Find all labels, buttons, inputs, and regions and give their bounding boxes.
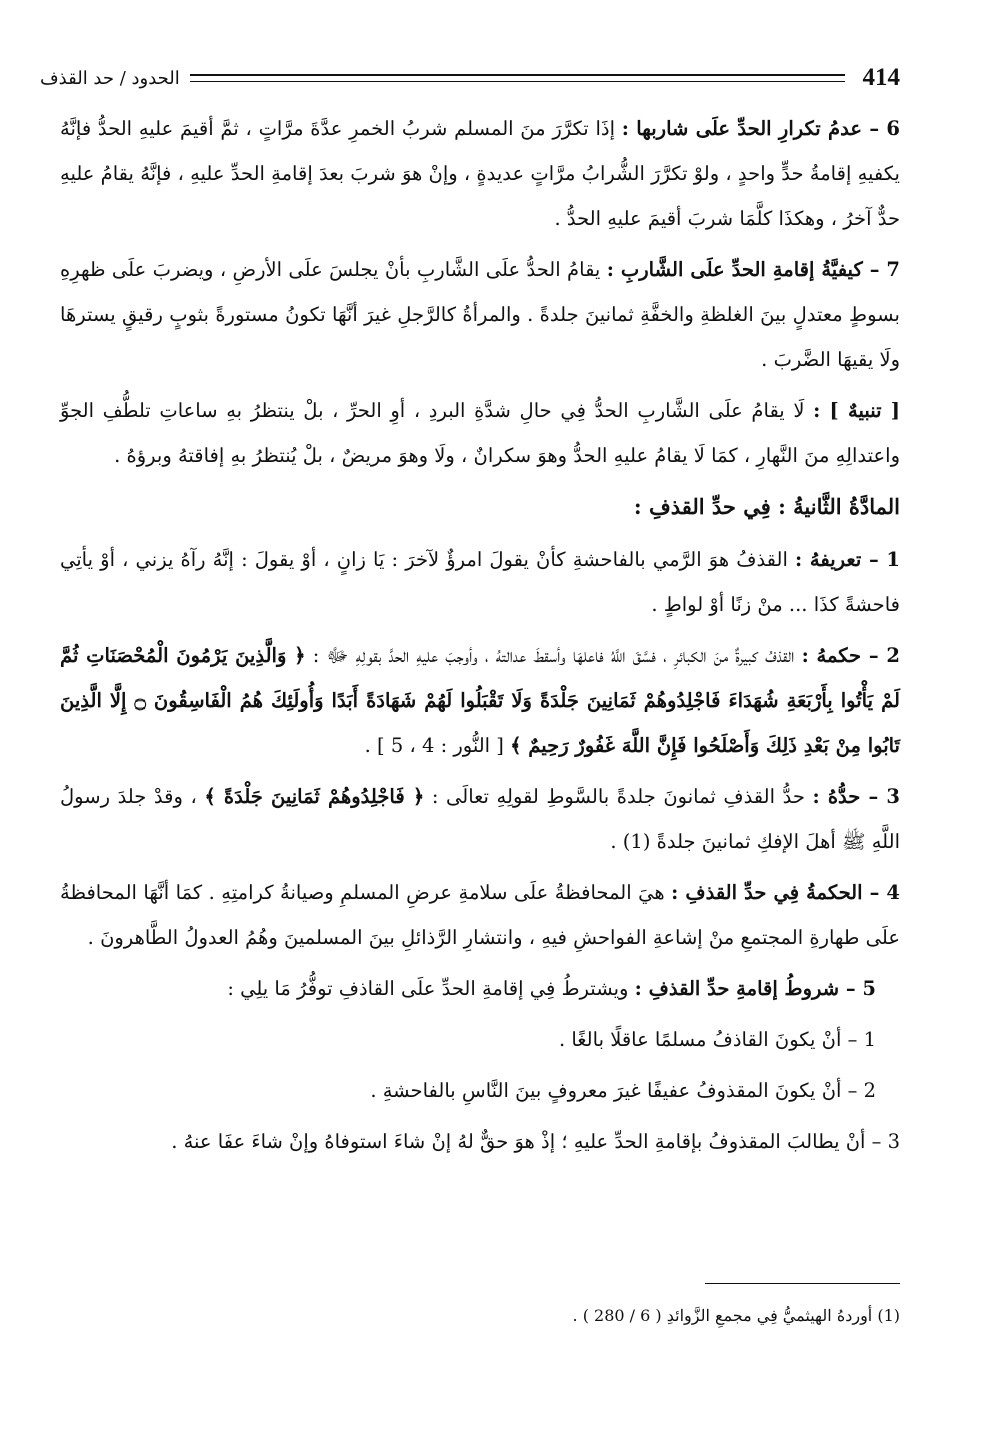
page-header xyxy=(40,58,900,98)
header-rule xyxy=(190,74,845,82)
paragraph-text: ويشترطُ فِي إقامةِ الحدِّ علَى القاذفِ توفُّرُ مَا يلِي : xyxy=(227,977,635,1000)
page-body xyxy=(60,106,900,1170)
paragraph-note xyxy=(60,388,900,478)
page-number: 414 xyxy=(862,64,900,91)
condition-text: 2 – أنْ يكونَ المقذوفُ عفيفًا غيرَ معروفٍ بينَ النَّاسِ بالفاحشةِ . xyxy=(370,1079,876,1102)
condition-item-1 xyxy=(60,1017,900,1062)
condition-text: 3 – أنْ يطالبَ المقذوفُ بإقامةِ الحدِّ عليهِ ؛ إذْ هوَ حقٌّ لهُ إنْ شاءَ استوفاهُ وإنْ شاءَ عفَا عنهُ . xyxy=(171,1130,900,1153)
paragraph-text: القذفُ كبيرةٌ منَ الكبائرِ ، فسَّقَ اللَّهُ فاعلهَا وأسقطَ عدالتهُ ، وأوجبَ عليهِ الحدَّ بقولِهِ ﷻ : xyxy=(305,644,802,667)
paragraph-7 xyxy=(60,247,900,382)
paragraph-text: يقامُ الحدُّ علَى الشَّاربِ بأنْ يجلسَ علَى الأرضِ ، ويضربَ علَى ظهرِهِ بسوطٍ معتدلٍ بينَ الغلظةِ والخفَّةِ ثمانينَ جلدةً . والمرأةُ كالرَّجلِ غيرَ أنَّهَا تكونُ مستورةً بثوبٍ رقيقٍ يسترهَا ولَا يقيهَا الضَّربَ . xyxy=(60,258,900,371)
section-heading: المادَّةُ الثَّانيةُ : فِي حدِّ القذفِ : xyxy=(633,494,900,519)
paragraph-text-after: ، وقدْ جلدَ رسولُ اللَّهِ ﷺ أهلَ الإفكِ ثمانينَ جلدةً (1) . xyxy=(60,785,900,853)
quran-verse: ﴿ فَاجْلِدُوهُمْ ثَمَانِينَ جَلْدَةً ﴾ xyxy=(204,785,425,808)
condition-text: 1 – أنْ يكونَ القاذفُ مسلمًا عاقلًا بالغًا . xyxy=(558,1028,876,1051)
paragraph-label: [ تنبيهٌ ] : xyxy=(813,399,900,422)
section-paragraph-4 xyxy=(60,870,900,960)
paragraph-text: حدُّ القذفِ ثمانونَ جلدةً بالسَّوطِ لقولِهِ تعالَى : xyxy=(424,785,813,808)
paragraph-text: إذَا تكرَّرَ منَ المسلم شربُ الخمرِ عدَّةَ مرَّاتٍ ، ثمَّ أقيمَ عليهِ الحدُّ فإنَّهُ يكفيهِ إقامةُ حدٍّ واحدٍ ، ولوْ تكرَّرَ الشُّرابُ مرَّاتٍ عديدةٍ ، وإنْ هوَ شربَ بعدَ إقامةِ الحدِّ عليهِ ، فإنَّهُ يقامُ عليهِ حدٌّ آخرُ ، وهكذَا كلَّمَا شربَ أقيمَ عليهِ الحدُّ . xyxy=(60,117,900,230)
section-paragraph-5 xyxy=(60,966,900,1011)
footnote-rule xyxy=(705,1283,900,1284)
section-paragraph-1 xyxy=(60,537,900,627)
paragraph-text: هيَ المحافظةُ علَى سلامةِ عرضِ المسلمِ وصيانةُ كرامتِهِ . كمَا أنَّهَا المحافظةُ علَى طهارةِ المجتمعِ منْ إشاعةِ الفواحشِ فيهِ ، وانتشارِ الرَّذائلِ بينَ المسلمينَ وهُمُ العدولُ الطَّاهرونَ . xyxy=(60,881,900,949)
paragraph-label: 6 – عدمُ تكرارِ الحدِّ علَى شاربها : xyxy=(621,117,900,140)
paragraph-label: 5 – شروطُ إقامةِ حدِّ القذفِ : xyxy=(634,977,876,1000)
paragraph-label: 4 – الحكمةُ فِي حدِّ القذفِ : xyxy=(671,881,900,904)
condition-item-2 xyxy=(60,1068,900,1113)
paragraph-label: 3 – حدُّهُ : xyxy=(812,785,900,808)
section-paragraph-3 xyxy=(60,774,900,864)
paragraph-label: 7 – كيفيَّةُ إقامةِ الحدِّ علَى الشَّاربِ : xyxy=(606,258,900,281)
paragraph-label: 1 – تعريفهُ : xyxy=(795,548,900,571)
verse-reference: [ النُّور : 4 ، 5 ] . xyxy=(364,734,511,757)
condition-item-3 xyxy=(60,1119,900,1164)
running-title: الحدود / حد القذف xyxy=(40,67,180,89)
paragraph-6 xyxy=(60,106,900,241)
paragraph-label: 2 – حكمهُ : xyxy=(801,644,900,667)
section-paragraph-2 xyxy=(60,633,900,768)
paragraph-text: القذفُ هوَ الرَّمي بالفاحشةِ كأنْ يقولَ امرؤٌ لآخرَ : يَا زانٍ ، أوْ يقولَ : إنَّهُ رآهُ يزني ، أوْ يأتِي فاحشةً كذَا ... منْ زنًا أوْ لواطٍ . xyxy=(60,548,900,616)
footnote: (1) أوردهُ الهيثميُّ فِي مجمعِ الزَّوائدِ ( 6 / 280 ) . xyxy=(572,1306,900,1325)
paragraph-text: لَا يقامُ علَى الشَّاربِ الحدُّ فِي حالِ شدَّةِ البردِ ، أوِ الحرِّ ، بلْ ينتظرُ بهِ ساعاتِ تلطُّفِ الجوِّ واعتدالِهِ منَ النَّهارِ ، كمَا لَا يقامُ عليهِ الحدُّ وهوَ سكرانٌ ، ولَا وهوَ مريضٌ ، بلْ يُنتظرُ بهِ إفاقتهُ وبرؤهُ . xyxy=(60,399,900,467)
quran-verse: ﴿ وَالَّذِينَ يَرْمُونَ الْمُحْصَنَاتِ ثُمَّ لَمْ يَأْتُوا بِأَرْبَعَةِ شُهَدَاءَ فَاجْلِدُوهُمْ ثَمَانِينَ جَلْدَةً وَلَا تَقْبَلُوا لَهُمْ شَهَادَةً أَبَدًا وَأُولَئِكَ هُمُ الْفَاسِقُونَ ۝ إِلَّا الَّذِينَ تَابُوا مِنْ بَعْدِ ذَلِكَ وَأَصْلَحُوا فَإِنَّ اللَّهَ غَفُورٌ رَحِيمٌ ﴾ xyxy=(60,644,900,757)
